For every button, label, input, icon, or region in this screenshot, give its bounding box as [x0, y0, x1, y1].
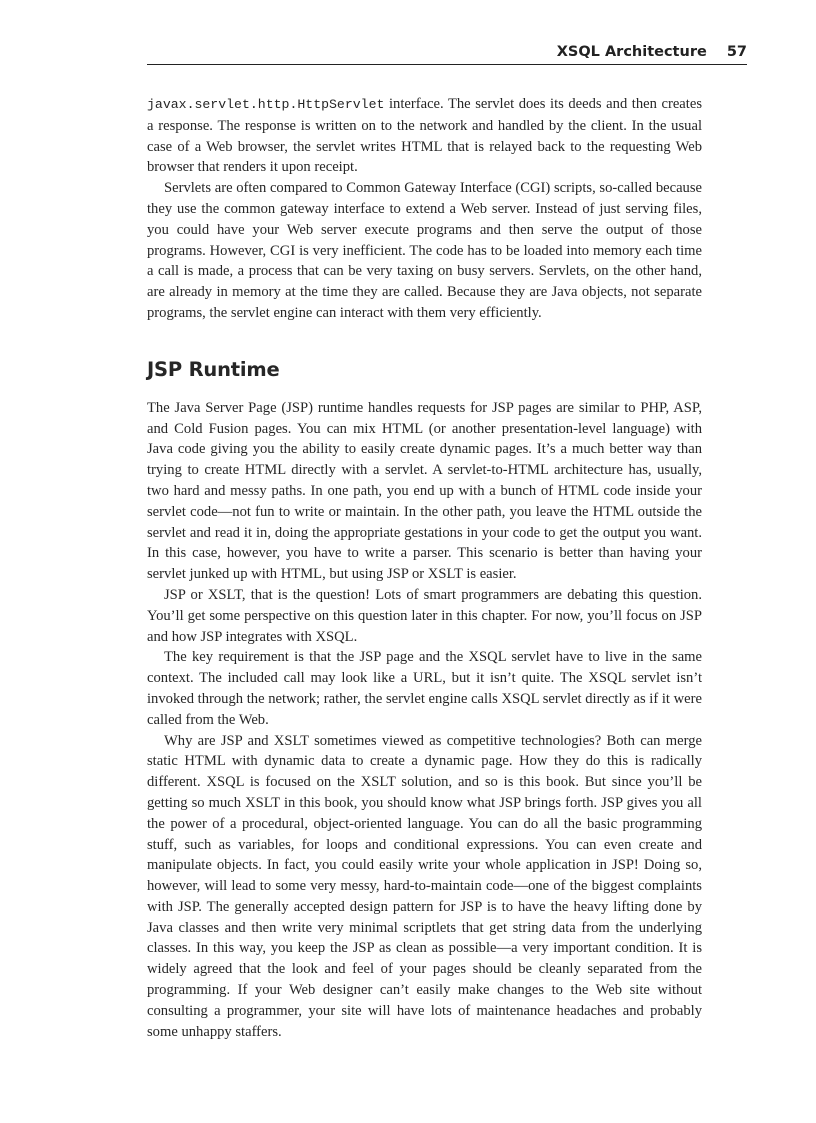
section-paragraph-3: The key requirement is that the JSP page and the XSQL servlet have to live in the same context. The included call may look like a URL, but it isn’t quite. The XSQL servlet isn’t invoked through the network; rather, the servlet engine calls XSQL servlet directly as if it were called from the Web.: [147, 649, 702, 728]
section-paragraph-4: Why are JSP and XSLT sometimes viewed as competitive technologies? Both can merge static HTML with dynamic data to create a dynamic page. How they do this is radically different. XSQL is focused on the XSLT solution, and so is this book. But since you’ll be getting so much XSLT in this book, you should know what JSP brings forth. JSP gives you all the power of a procedural, object-oriented language. You can do all the basic programming stuff, such as variables, for loops and conditional expressions. You can even create and manipulate objects. In fact, you could easily write your whole application in JSP! Doing so, however, will lead to some very messy, hard-to-maintain code—one of the biggest complaints with JSP. The generally accepted design pattern for JSP is to have the heavy lifting done by Java classes and then write very minimal scriptlets that get string data from the underlying classes. In this way, you keep the JSP as clean as possible—a very important condition. It is widely agreed that the look and feel of your pages should be cleanly separated from the programming. If your Web designer can’t easily make changes to the Web site without consulting a programmer, your site will have lots of maintenance headaches and probably some unhappy staffers.: [147, 732, 702, 1040]
page-number: 57: [726, 44, 747, 60]
body-text: [147, 94, 702, 1042]
running-header: [147, 40, 747, 65]
intro-paragraph-1-text: interface. The servlet does its deeds and then creates a response. The response is written on to the network and handled by the client. In the usual case of a Web browser, the servlet writes HTML that is relayed back to the requesting Web browser that renders it upon receipt.: [147, 96, 702, 176]
intro-paragraph-2: Servlets are often compared to Common Gateway Interface (CGI) scripts, so-called because they use the common gateway interface to extend a Web server. Instead of just serving files, you could have your Web server execute programs and then serve the output of those programs. However, CGI is very inefficient. The code has to be loaded into memory each time a call is made, a process that can be very taxing on busy servers. Servlets, on the other hand, are already in memory at the time they are called. Because they are Java objects, not separate programs, the servlet engine can interact with them very efficiently.: [147, 180, 702, 321]
code-term: javax.servlet.http.HttpServlet: [147, 97, 385, 112]
section-paragraph-1: The Java Server Page (JSP) runtime handles requests for JSP pages are similar to PHP, ASP, and Cold Fusion pages. You can mix HTML (or another presentation-level language) with Java code giving you the ability to easily create dynamic pages. It’s a much better way than trying to create HTML directly with a servlet. A servlet-to-HTML architecture has, usually, two hard and messy paths. In one path, you end up with a bunch of HTML code inside your servlet code—not fun to write or maintain. In the other path, you leave the HTML outside the servlet and read it in, doing the appropriate gestations in your code to get the output you want. In this case, however, you have to write a parser. This scenario is better than having your servlet junked up with HTML, but using JSP or XSLT is easier.: [147, 399, 702, 583]
section-heading: JSP Runtime: [147, 357, 280, 381]
chapter-title: XSQL Architecture: [556, 44, 707, 60]
intro-paragraph-1: [147, 94, 702, 178]
section-paragraph-2: JSP or XSLT, that is the question! Lots of smart programmers are debating this question. You’ll get some perspective on this question later in this chapter. For now, you’ll focus on JSP and how JSP integrates with XSQL.: [147, 586, 702, 645]
